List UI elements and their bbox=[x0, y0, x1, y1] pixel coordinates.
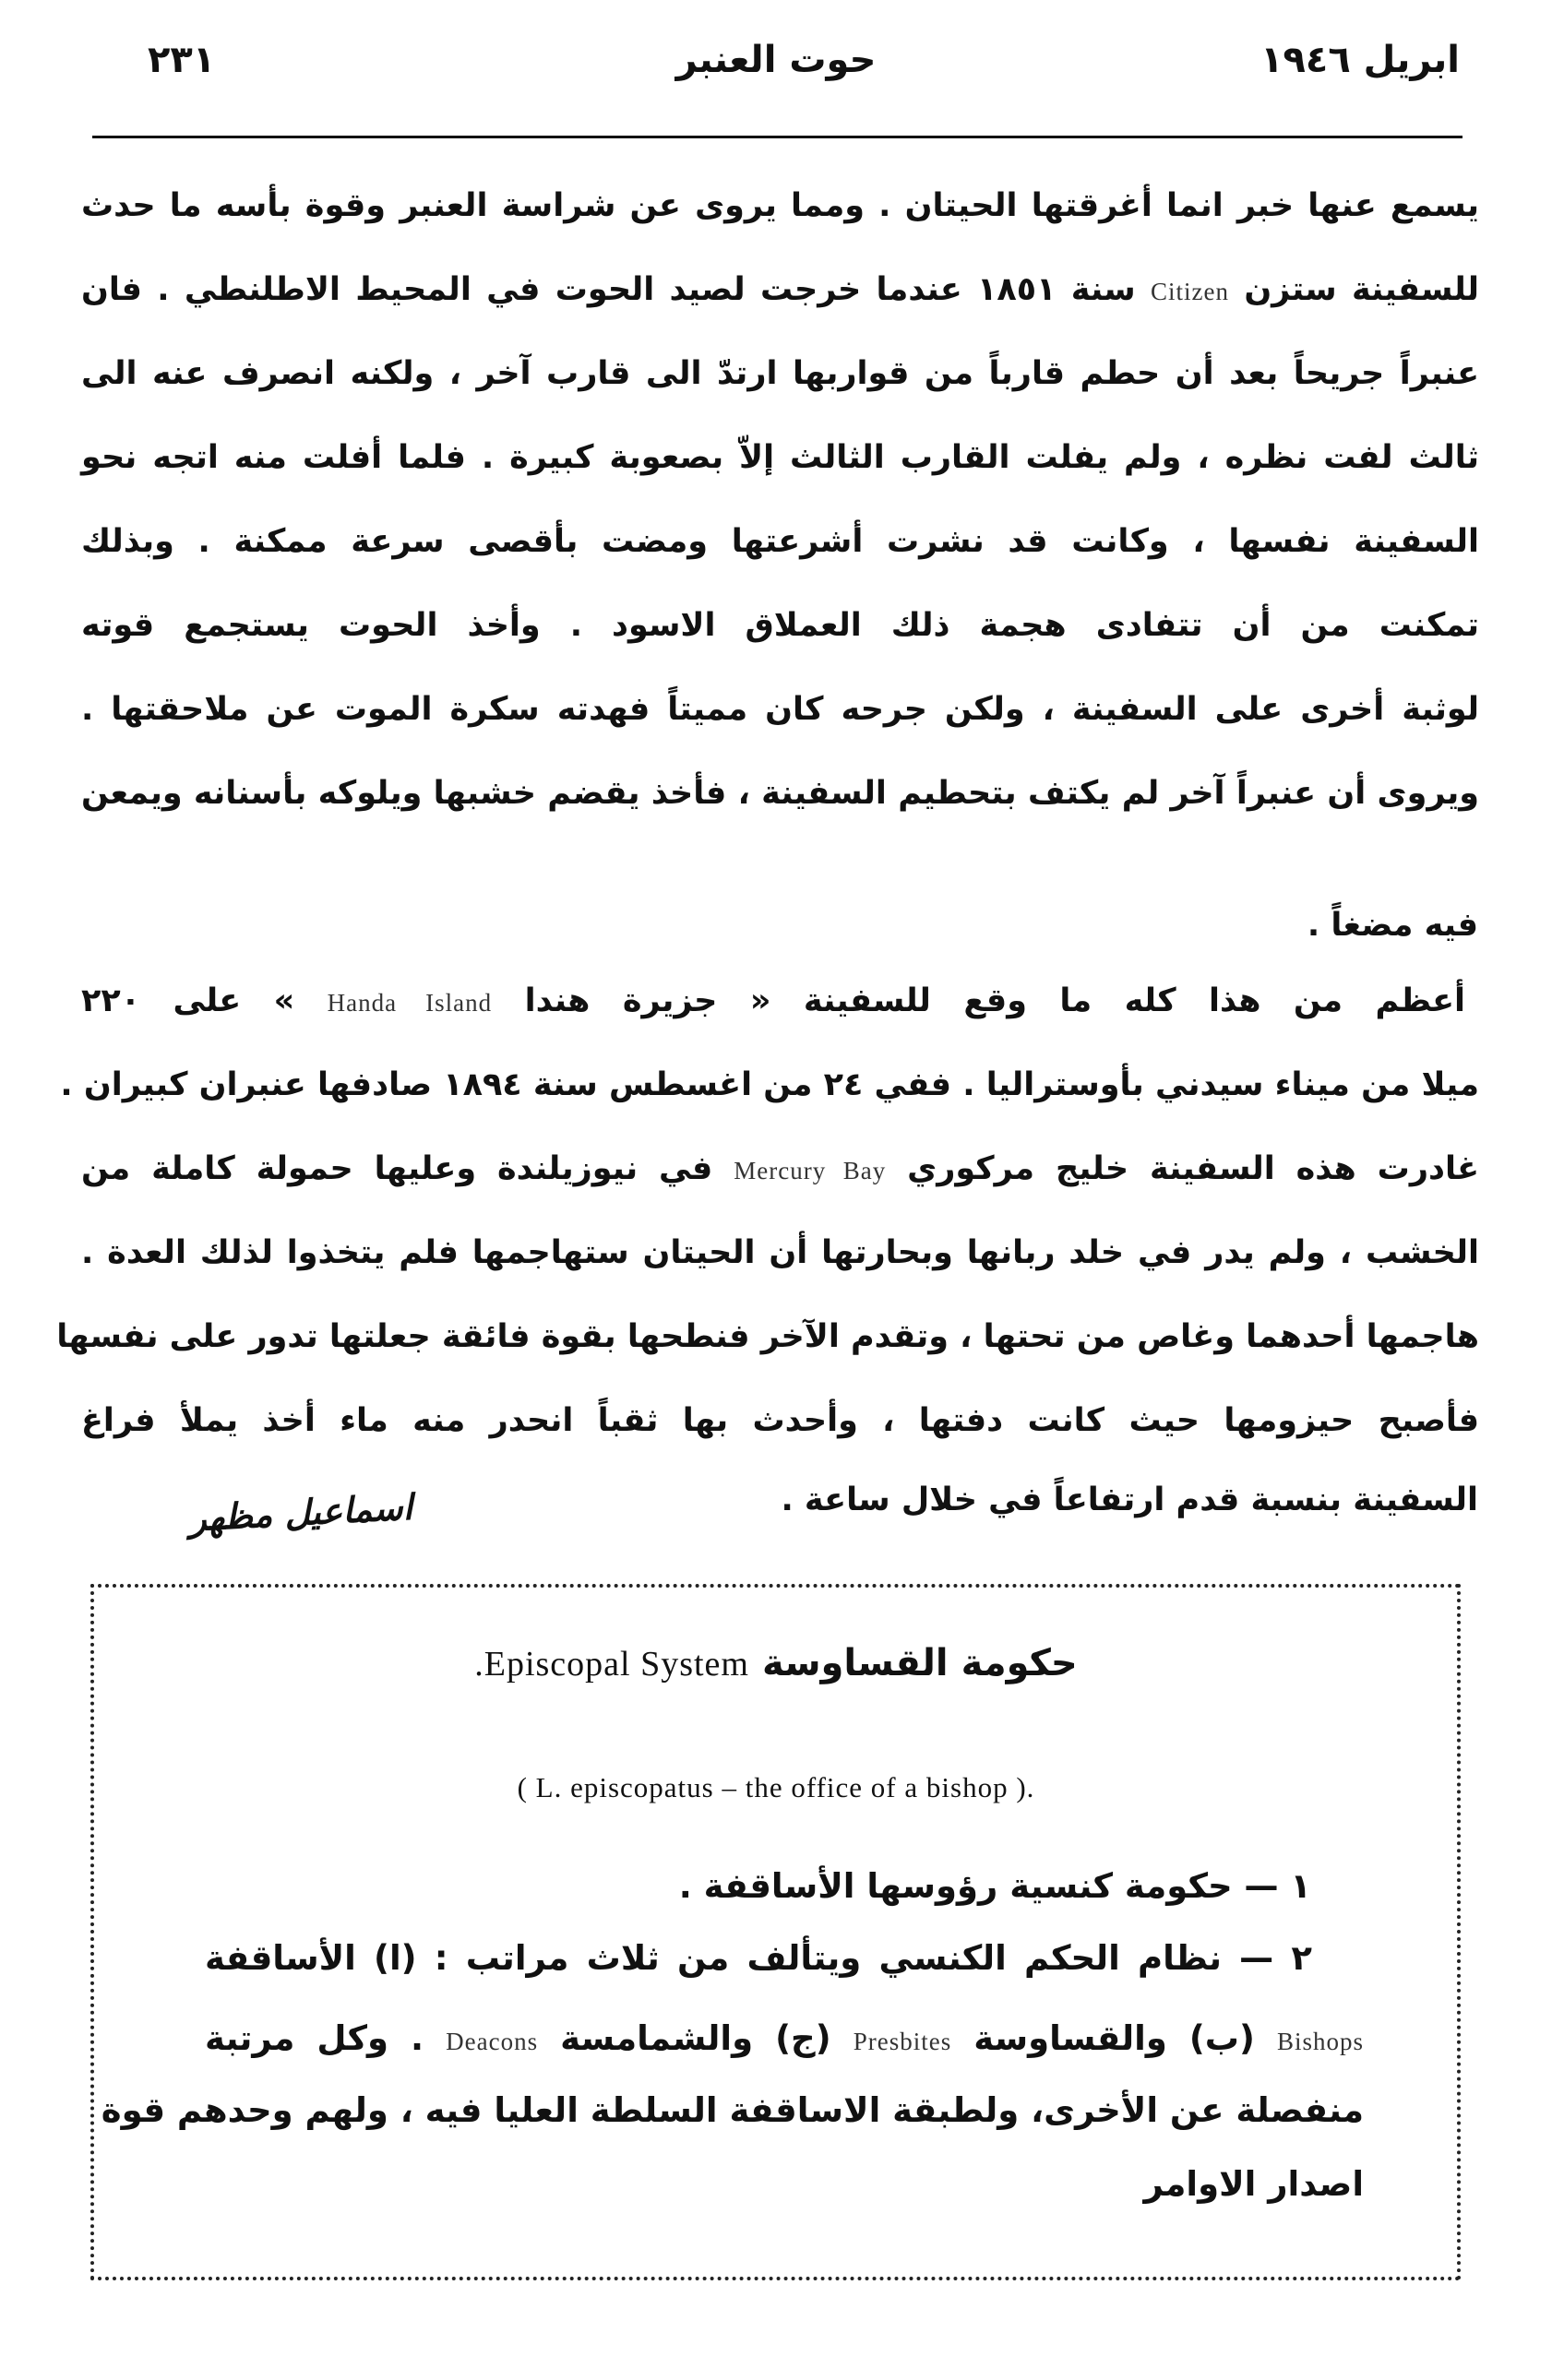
author-signature: اسماعيل مظهر bbox=[188, 1486, 414, 1540]
header-date: ابريل ١٩٤٦ bbox=[1260, 39, 1460, 81]
text: في نيوزيلندة وعليها حمولة كاملة من bbox=[81, 1150, 713, 1187]
latin-term: Handa Island bbox=[327, 989, 493, 1017]
body-line: يسمع عنها خبر انما أغرقتها الحيتان . ومما يروى عن شراسة العنبر وقوة بأسه ما حدث bbox=[81, 187, 1479, 224]
page-number: ٢٣١ bbox=[148, 39, 216, 81]
body-line: هاجمها أحدهما وغاص من تحتها ، وتقدم الآخر فنطحها بقوة فائقة جعلتها تدور على نفسها bbox=[56, 1318, 1479, 1355]
glossary-item-2: ٢ — نظام الحكم الكنسي ويتألف من ثلاث مراتب : (ا) الأساقفة bbox=[205, 1938, 1312, 1978]
glossary-subtitle: ( L. episcopatus – the office of a bishop ). bbox=[517, 1771, 1035, 1803]
body-line: ميلا من ميناء سيدني بأوستراليا . ففي ٢٤ من اغسطس سنة ١٨٩٤ صادفها عنبران كبيران . bbox=[60, 1066, 1479, 1103]
body-line: السفينة بنسبة قدم ارتفاعاً في خلال ساعة . bbox=[781, 1482, 1478, 1518]
latin-term: Bishops bbox=[1276, 2028, 1364, 2055]
body-line: فأصبح حيزومها حيث كانت دفتها ، وأحدث بها ثقباً انحدر منه ماء أخذ يملأ فراغ bbox=[81, 1402, 1479, 1439]
body-line: ويروى أن عنبراً آخر لم يكتف بتحطيم السفينة ، فأخذ يقضم خشبها ويلوكه بأسنانه ويمعن bbox=[81, 775, 1479, 812]
text: » على ٢٢٠ bbox=[81, 982, 295, 1019]
body-line: السفينة نفسها ، وكانت قد نشرت أشرعتها ومضت بأقصى سرعة ممكنة . وبذلك bbox=[81, 523, 1479, 560]
body-line: عنبراً جريحاً بعد أن حطم قارباً من قواربها ارتدّ الى قارب آخر ، ولكنه انصرف عنه الى bbox=[81, 355, 1479, 392]
text: (ج) والشمامسة bbox=[560, 2018, 831, 2058]
glossary-item-1: ١ — حكومة كنسية رؤوسها الأساقفة . bbox=[678, 1866, 1311, 1906]
body-line bbox=[81, 1143, 1479, 1196]
text: . وكل مرتبة bbox=[205, 2018, 424, 2058]
glossary-line: اصدار الاوامر bbox=[1143, 2164, 1364, 2204]
running-title: حوت العنبر bbox=[675, 39, 877, 81]
body-line: فيه مضغاً . bbox=[1307, 907, 1478, 944]
body-line: تمكنت من أن تتفادى هجمة ذلك العملاق الاسود . وأخذ الحوت يستجمع قوته bbox=[81, 607, 1479, 644]
body-line bbox=[81, 975, 1465, 1029]
body-line: لوثبة أخرى على السفينة ، ولكن جرحه كان مميتاً فهدته سكرة الموت عن ملاحقتها . bbox=[81, 691, 1479, 728]
text: أعظم من هذا كله ما وقع للسفينة « جزيرة هندا bbox=[524, 982, 1465, 1019]
glossary-title bbox=[0, 1642, 1552, 1684]
latin-term: Citizen bbox=[1151, 278, 1230, 305]
body-line bbox=[81, 264, 1479, 317]
latin-term: Deacons bbox=[446, 2028, 539, 2055]
text: (ب) والقساوسة bbox=[973, 2018, 1255, 2058]
latin-term: Mercury Bay bbox=[734, 1157, 887, 1184]
title-arabic: حكومة القساوسة bbox=[761, 1642, 1078, 1684]
latin-term: Presbites bbox=[853, 2028, 952, 2055]
header-divider bbox=[92, 136, 1462, 138]
header-title bbox=[0, 39, 1552, 81]
text: سنة ١٨٥١ عندما خرجت لصيد الحوت في المحيط الاطلنطي . فان bbox=[81, 271, 1136, 308]
text: للسفينة ستزن bbox=[1244, 271, 1479, 308]
text: غادرت هذه السفينة خليج مركوري bbox=[907, 1150, 1480, 1187]
glossary-line: منفصلة عن الأخرى، ولطبقة الاساقفة السلطة العليا فيه ، ولهم وحدهم قوة bbox=[101, 2090, 1364, 2130]
title-english: Episcopal System. bbox=[474, 1645, 749, 1684]
body-line: الخشب ، ولم يدر في خلد ربانها وبحارتها أن الحيتان ستهاجمها فلم يتخذوا لذلك العدة . bbox=[81, 1234, 1479, 1271]
glossary-line bbox=[205, 2011, 1364, 2069]
body-line: ثالث لفت نظره ، ولم يفلت القارب الثالث إلاّ بصعوبة كبيرة . فلما أفلت منه اتجه نحو bbox=[81, 439, 1479, 476]
